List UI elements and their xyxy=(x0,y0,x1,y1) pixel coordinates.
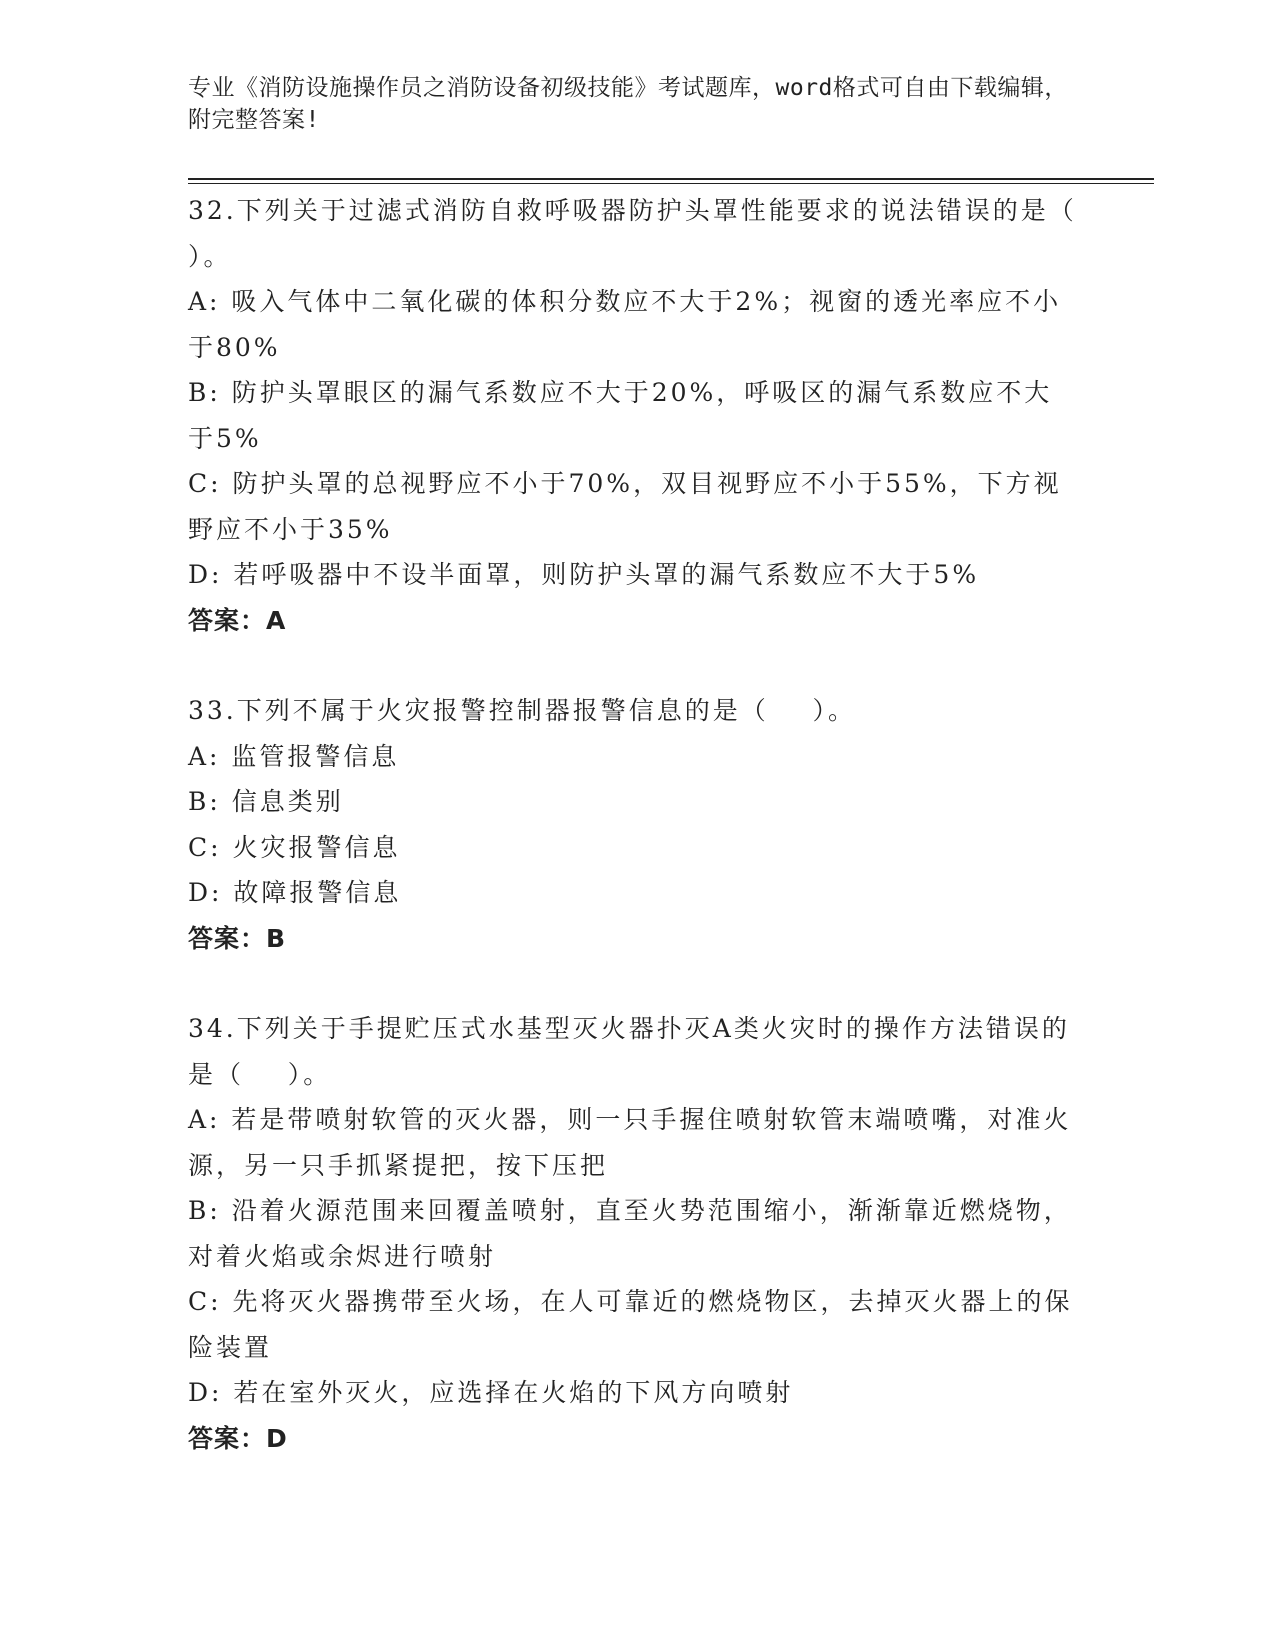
question-34 xyxy=(188,1006,1078,1461)
option-b: B: 信息类别 xyxy=(188,787,344,816)
document-intro: 专业《消防设施操作员之消防设备初级技能》考试题库，word格式可自由下载编辑，附完整答案! xyxy=(188,75,1068,133)
header-divider-thin xyxy=(188,183,1154,184)
header-divider-thick xyxy=(188,178,1154,180)
answer-key: 答案：B xyxy=(188,923,287,953)
question-33 xyxy=(188,688,1078,961)
answer-key: 答案：A xyxy=(188,605,287,635)
option-c: C: 先将灭火器携带至火场，在人可靠近的燃烧物区，去掉灭火器上的保险装置 xyxy=(188,1287,1073,1362)
question-stem: 33.下列不属于火灾报警控制器报警信息的是（ ）。 xyxy=(188,696,857,725)
option-d: D: 若在室外灭火，应选择在火焰的下风方向喷射 xyxy=(188,1378,794,1407)
option-b: B: 沿着火源范围来回覆盖喷射，直至火势范围缩小，渐渐靠近燃烧物，对着火焰或余烬进行喷射 xyxy=(188,1196,1072,1271)
question-stem: 32.下列关于过滤式消防自救呼吸器防护头罩性能要求的说法错误的是（ ）。 xyxy=(188,196,1121,271)
question-32 xyxy=(188,188,1121,643)
option-a: A: 若是带喷射软管的灭火器，则一只手握住喷射软管末端喷嘴，对准火源，另一只手抓紧提把，按下压把 xyxy=(188,1105,1072,1180)
option-d: D: 若呼吸器中不设半面罩，则防护头罩的漏气系数应不大于5% xyxy=(188,560,980,589)
option-b: B: 防护头罩眼区的漏气系数应不大于20%，呼吸区的漏气系数应不大于5% xyxy=(188,378,1053,453)
question-stem: 34.下列关于手提贮压式水基型灭火器扑灭A类火灾时的操作方法错误的是（ ）。 xyxy=(188,1014,1070,1089)
option-a: A: 监管报警信息 xyxy=(188,741,400,771)
answer-key: 答案：D xyxy=(188,1423,288,1453)
option-c: C: 防护头罩的总视野应不小于70%，双目视野应不小于55%，下方视野应不小于35% xyxy=(188,469,1062,544)
option-a: A: 吸入气体中二氧化碳的体积分数应不大于2%；视窗的透光率应不小于80% xyxy=(188,287,1062,362)
option-c: C: 火灾报警信息 xyxy=(188,832,401,862)
option-d: D: 故障报警信息 xyxy=(188,878,402,907)
